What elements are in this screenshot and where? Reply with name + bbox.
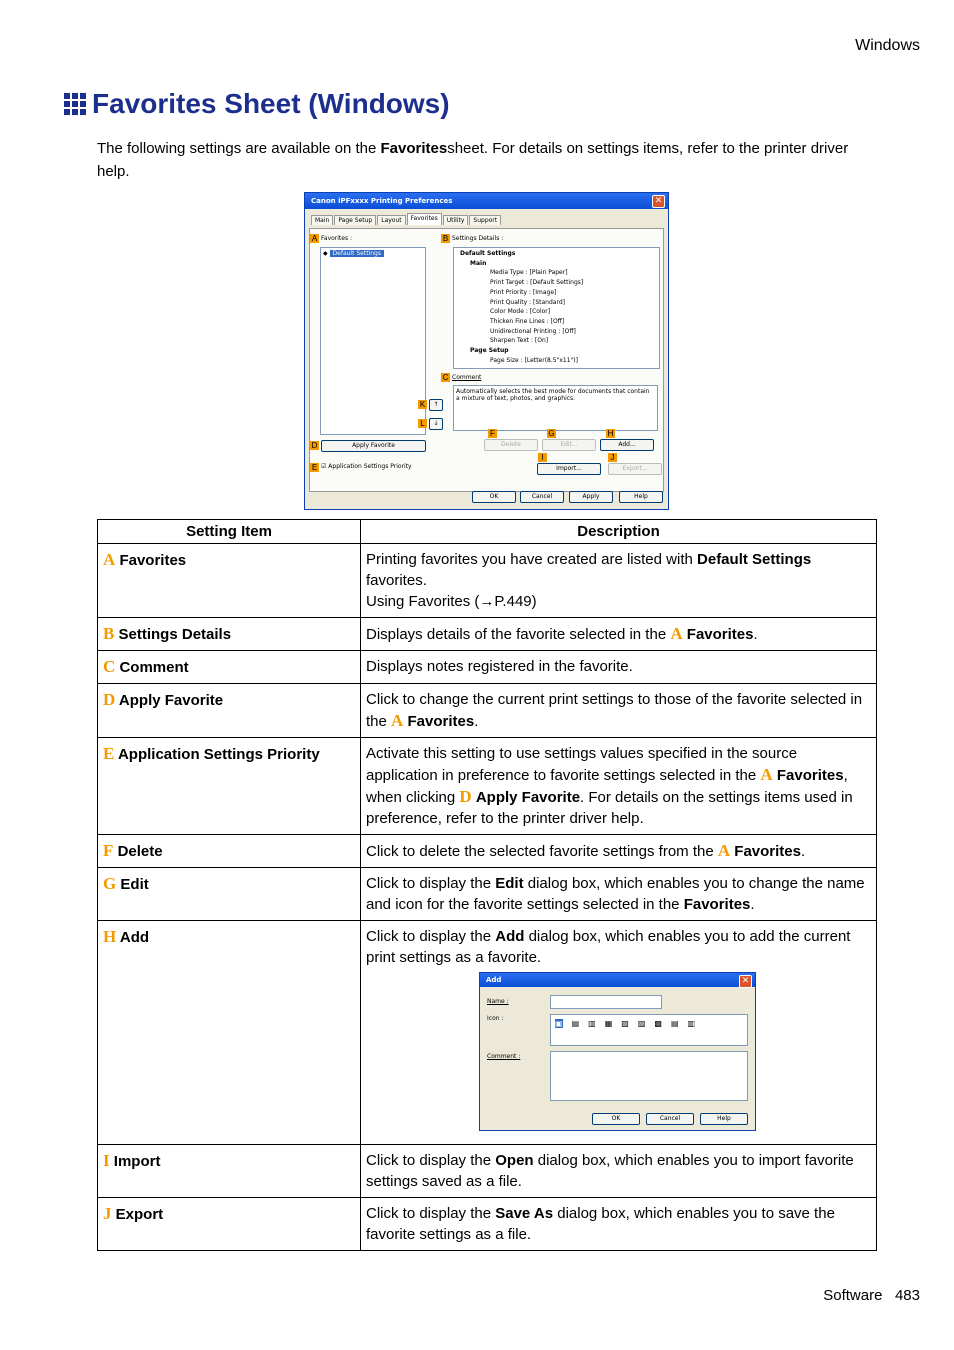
table-row: D Apply Favorite Click to change the current print settings to those of the favorite selected in the A Favorites. [98, 684, 877, 738]
document-icon[interactable]: ▨ [637, 1019, 646, 1028]
cancel-button[interactable]: Cancel [646, 1113, 694, 1125]
table-row: G Edit Click to display the Edit dialog box, which enables you to change the name and icon for the favorite settings selected in the Favorites. [98, 868, 877, 921]
tab-favorites[interactable]: Favorites [407, 213, 442, 225]
table-row: B Settings Details Displays details of the favorite selected in the A Favorites. [98, 618, 877, 651]
icon-picker[interactable] [550, 1014, 748, 1046]
comment-box: Automatically selects the best mode for documents that contain a mixture of text, photos, and graphics. [453, 385, 658, 431]
table-row: I Import Click to display the Open dialog box, which enables you to import favorite settings saved as a file. [98, 1145, 877, 1198]
comment-input[interactable] [550, 1051, 748, 1101]
tab-page-setup[interactable]: Page Setup [334, 215, 376, 225]
marker-d: D [311, 441, 318, 450]
marker-h: H [607, 429, 614, 438]
close-icon[interactable]: ✕ [652, 195, 665, 208]
document-icon[interactable]: ▥ [687, 1019, 696, 1028]
intro-paragraph: The following settings are available on the Favoritessheet. For details on settings items, refer to the printer driver help. [97, 140, 849, 180]
edit-button[interactable]: Edit... [542, 439, 596, 451]
column-header: Description [361, 520, 877, 544]
add-dialog [479, 972, 756, 1131]
marker-l: L [418, 419, 427, 428]
title-text: Favorites Sheet (Windows) [92, 88, 450, 119]
page-footer [823, 1287, 920, 1304]
help-button[interactable]: Help [700, 1113, 748, 1125]
running-header: Windows [855, 37, 920, 54]
table-header-row [98, 520, 877, 544]
tab-utility[interactable]: Utility [443, 215, 469, 225]
favorites-label: Favorites : [321, 235, 353, 242]
table-row: C Comment Displays notes registered in the favorite. [98, 651, 877, 684]
move-down-button[interactable]: ↓ [429, 418, 443, 430]
apply-button[interactable]: Apply [569, 491, 613, 503]
table-row: J Export Click to display the Save As dialog box, which enables you to save the favorite settings as a file. [98, 1198, 877, 1251]
table-row: H Add Click to display the Add dialog box, which enables you to add the current print settings as a favorite. Add ✕ Name : Icon : ▣ ▤ ▥ ▦ ▧ ▨ ▩ ▤ ▥ Comment : OK Cancel Help [98, 921, 877, 1145]
icon-label: Icon : [487, 1015, 504, 1022]
favorites-list[interactable] [320, 247, 426, 435]
page-number: 483 [894, 1287, 920, 1304]
table-row: E Application Settings Priority Activate this setting to use settings values specified in the source application in preference to favorite settings selected in the A Favorites, when clicking D Apply Favorite. For details on the settings items used in preference, refer to the printer driver help. [98, 738, 877, 835]
table-row: F Delete Click to delete the selected favorite settings from the A Favorites. [98, 835, 877, 868]
tab-bar [311, 215, 501, 225]
apply-favorite-button[interactable]: Apply Favorite [321, 440, 426, 452]
cross-reference-link[interactable]: Using Favorites (→P.449) [366, 593, 537, 610]
marker-g: G [548, 429, 555, 438]
import-button[interactable]: Import... [537, 463, 601, 475]
marker-c: C [442, 373, 449, 382]
move-up-button[interactable]: ↑ [429, 399, 443, 411]
page-title [64, 88, 450, 120]
list-item[interactable]: ◆ Default Settings [323, 250, 423, 257]
document-icon[interactable]: ▤ [571, 1019, 580, 1028]
close-icon[interactable]: ✕ [739, 975, 752, 988]
grid-icon [64, 93, 86, 115]
comment-label: Comment : [487, 1053, 521, 1060]
tab-layout[interactable]: Layout [377, 215, 405, 225]
marker-b: B [442, 234, 449, 243]
name-label: Name : [487, 998, 509, 1005]
document-icon[interactable]: ▩ [654, 1019, 662, 1028]
document-icon[interactable]: ▣ [555, 1019, 563, 1028]
document-icon[interactable]: ▤ [670, 1019, 679, 1028]
cancel-button[interactable]: Cancel [520, 491, 564, 503]
footer-section: Software [823, 1287, 883, 1304]
dialog-titlebar: Canon iPFxxxx Printing Preferences [305, 193, 668, 209]
tab-support[interactable]: Support [469, 215, 501, 225]
app-priority-checkbox[interactable]: ☑ Application Settings Priority [321, 463, 412, 470]
delete-button[interactable]: Delete [484, 439, 538, 451]
marker-a: A [311, 234, 318, 243]
add-button[interactable]: Add... [600, 439, 654, 451]
add-dialog-titlebar: Add [480, 973, 755, 987]
marker-f: F [488, 429, 497, 438]
marker-e: E [311, 463, 318, 472]
marker-k: K [419, 400, 426, 409]
settings-details-label: Settings Details : [452, 235, 504, 242]
column-header: Setting Item [98, 520, 361, 544]
ok-button[interactable]: OK [592, 1113, 640, 1125]
favorites-panel [309, 228, 664, 492]
tab-main[interactable]: Main [311, 215, 333, 225]
image-icon[interactable]: ▦ [604, 1019, 613, 1028]
settings-details-tree[interactable]: Default Settings Main Media Type : [Plain Paper] Print Target : [Default Settings] Print Priority : [Image] Print Quality : [Standard] Color Mode : [Color] Thicken Fine Lines : [Off] Unidirectional Printing : [Off] Sharpen Text : [On] Page Setup Page Size : [Letter(8.5"x11")] [453, 247, 660, 369]
document-icon[interactable]: ▧ [621, 1019, 629, 1028]
help-button[interactable]: Help [619, 491, 663, 503]
table-row: A Favorites Printing favorites you have created are listed with Default Settings favorites. Using Favorites (→P.449) [98, 544, 877, 618]
settings-table [97, 519, 877, 1251]
marker-i: I [538, 453, 547, 462]
marker-j: J [608, 453, 617, 462]
export-button[interactable]: Export... [608, 463, 662, 475]
name-input[interactable] [550, 995, 662, 1009]
ok-button[interactable]: OK [472, 491, 516, 503]
document-icon[interactable]: ▥ [588, 1019, 596, 1028]
printing-preferences-dialog [304, 192, 669, 510]
comment-label: Comment [452, 374, 482, 381]
